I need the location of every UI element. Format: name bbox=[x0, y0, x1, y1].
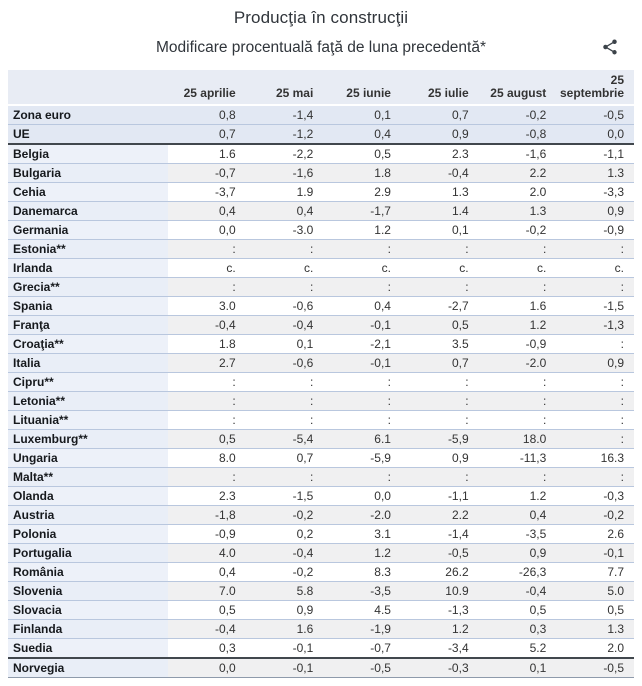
value-cell: 1.2 bbox=[479, 487, 557, 506]
value-cell: 0,1 bbox=[479, 658, 557, 678]
table-row bbox=[8, 525, 634, 544]
row-label: Croaţia** bbox=[8, 335, 168, 354]
value-cell: 1.4 bbox=[401, 202, 479, 221]
value-cell: 5.8 bbox=[246, 582, 324, 601]
column-header: 25 august bbox=[479, 70, 557, 105]
row-label: Finlanda bbox=[8, 620, 168, 639]
value-cell: 2.2 bbox=[479, 164, 557, 183]
value-cell: -0,7 bbox=[323, 639, 401, 659]
value-cell: -3,5 bbox=[479, 525, 557, 544]
value-cell: : bbox=[556, 373, 634, 392]
value-cell: 0,5 bbox=[401, 316, 479, 335]
table-row bbox=[8, 544, 634, 563]
value-cell: 0,9 bbox=[479, 544, 557, 563]
row-label: Grecia** bbox=[8, 278, 168, 297]
value-cell: : bbox=[479, 468, 557, 487]
value-cell: -3,5 bbox=[323, 582, 401, 601]
value-cell: 3.0 bbox=[168, 297, 246, 316]
table-row bbox=[8, 278, 634, 297]
value-cell: : bbox=[556, 411, 634, 430]
value-cell: -1,2 bbox=[246, 125, 324, 145]
value-cell: -0,4 bbox=[168, 620, 246, 639]
value-cell: -0,2 bbox=[246, 506, 324, 525]
value-cell: -2,7 bbox=[401, 297, 479, 316]
table-row bbox=[8, 487, 634, 506]
table-row bbox=[8, 354, 634, 373]
value-cell: 2.9 bbox=[323, 183, 401, 202]
value-cell: 0,7 bbox=[401, 105, 479, 125]
value-cell: : bbox=[401, 468, 479, 487]
table-header-row bbox=[8, 70, 634, 105]
value-cell: : bbox=[246, 240, 324, 259]
table-row bbox=[8, 430, 634, 449]
value-cell: : bbox=[556, 335, 634, 354]
table-row bbox=[8, 259, 634, 278]
table-row bbox=[8, 563, 634, 582]
value-cell: 1.3 bbox=[556, 164, 634, 183]
value-cell: -0,6 bbox=[246, 297, 324, 316]
value-cell: 0,9 bbox=[246, 601, 324, 620]
value-cell: 2.2 bbox=[401, 506, 479, 525]
value-cell: 0,4 bbox=[323, 125, 401, 145]
page-subtitle: Modificare procentuală faţă de luna precedentă* bbox=[155, 39, 487, 56]
table-row bbox=[8, 240, 634, 259]
value-cell: : bbox=[246, 278, 324, 297]
value-cell: -2,1 bbox=[323, 335, 401, 354]
value-cell: 1.3 bbox=[556, 620, 634, 639]
table-row bbox=[8, 125, 634, 145]
value-cell: c. bbox=[556, 259, 634, 278]
row-label: Irlanda bbox=[8, 259, 168, 278]
value-cell: -3,7 bbox=[168, 183, 246, 202]
share-icon[interactable] bbox=[601, 38, 619, 56]
value-cell: 8.0 bbox=[168, 449, 246, 468]
value-cell: : bbox=[168, 392, 246, 411]
row-label: Letonia** bbox=[8, 392, 168, 411]
value-cell: : bbox=[556, 430, 634, 449]
value-cell: 1.6 bbox=[479, 297, 557, 316]
value-cell: -1,8 bbox=[168, 506, 246, 525]
table-row bbox=[8, 582, 634, 601]
value-cell: -0,9 bbox=[168, 525, 246, 544]
value-cell: 0,9 bbox=[401, 449, 479, 468]
value-cell: -0,1 bbox=[556, 544, 634, 563]
value-cell: : bbox=[323, 411, 401, 430]
value-cell: 16.3 bbox=[556, 449, 634, 468]
value-cell: : bbox=[556, 468, 634, 487]
row-label: Cehia bbox=[8, 183, 168, 202]
value-cell: : bbox=[323, 373, 401, 392]
value-cell: 1.8 bbox=[168, 335, 246, 354]
table-row bbox=[8, 411, 634, 430]
value-cell: c. bbox=[168, 259, 246, 278]
value-cell: : bbox=[323, 392, 401, 411]
table-row bbox=[8, 392, 634, 411]
value-cell: : bbox=[401, 278, 479, 297]
value-cell: : bbox=[168, 278, 246, 297]
value-cell: 2.3 bbox=[401, 144, 479, 164]
value-cell: 5.2 bbox=[479, 639, 557, 659]
value-cell: 7.0 bbox=[168, 582, 246, 601]
table-row bbox=[8, 449, 634, 468]
row-label: Bulgaria bbox=[8, 164, 168, 183]
table-row bbox=[8, 639, 634, 659]
value-cell: 1.2 bbox=[323, 544, 401, 563]
value-cell: -1,5 bbox=[556, 297, 634, 316]
table-row bbox=[8, 658, 634, 678]
value-cell: : bbox=[246, 468, 324, 487]
value-cell: c. bbox=[401, 259, 479, 278]
row-label: Cipru** bbox=[8, 373, 168, 392]
value-cell: -0,1 bbox=[323, 354, 401, 373]
value-cell: 1.3 bbox=[479, 202, 557, 221]
value-cell: -5,9 bbox=[401, 430, 479, 449]
value-cell: 0,9 bbox=[556, 202, 634, 221]
value-cell: 0,3 bbox=[479, 620, 557, 639]
value-cell: 0,3 bbox=[168, 639, 246, 659]
row-label: Malta** bbox=[8, 468, 168, 487]
row-label: Portugalia bbox=[8, 544, 168, 563]
value-cell: -0,2 bbox=[556, 506, 634, 525]
value-cell: -1,6 bbox=[479, 144, 557, 164]
value-cell: -5,4 bbox=[246, 430, 324, 449]
column-header: 25 iunie bbox=[323, 70, 401, 105]
value-cell: 0,9 bbox=[556, 354, 634, 373]
column-header: 25 iulie bbox=[401, 70, 479, 105]
corner-cell bbox=[8, 70, 168, 105]
value-cell: 0,5 bbox=[556, 601, 634, 620]
value-cell: -1,3 bbox=[556, 316, 634, 335]
table-row bbox=[8, 164, 634, 183]
row-label: Spania bbox=[8, 297, 168, 316]
row-label: Germania bbox=[8, 221, 168, 240]
value-cell: -0,4 bbox=[246, 544, 324, 563]
value-cell: : bbox=[556, 392, 634, 411]
value-cell: 0,7 bbox=[246, 449, 324, 468]
value-cell: -1,1 bbox=[401, 487, 479, 506]
value-cell: -0,2 bbox=[479, 221, 557, 240]
value-cell: 3.1 bbox=[323, 525, 401, 544]
value-cell: 2.0 bbox=[556, 639, 634, 659]
row-label: România bbox=[8, 563, 168, 582]
value-cell: 1.2 bbox=[323, 221, 401, 240]
value-cell: 0,5 bbox=[323, 144, 401, 164]
value-cell: -0,7 bbox=[168, 164, 246, 183]
value-cell: -1,5 bbox=[246, 487, 324, 506]
value-cell: 1.6 bbox=[246, 620, 324, 639]
value-cell: 3.5 bbox=[401, 335, 479, 354]
value-cell: -0,4 bbox=[246, 316, 324, 335]
value-cell: 0,4 bbox=[323, 297, 401, 316]
value-cell: 1.9 bbox=[246, 183, 324, 202]
value-cell: 18.0 bbox=[479, 430, 557, 449]
table-row bbox=[8, 105, 634, 125]
table-row bbox=[8, 202, 634, 221]
value-cell: 0,1 bbox=[401, 221, 479, 240]
value-cell: 4.0 bbox=[168, 544, 246, 563]
row-label: Belgia bbox=[8, 144, 168, 164]
value-cell: 0,0 bbox=[168, 658, 246, 678]
table-row bbox=[8, 221, 634, 240]
table-row bbox=[8, 373, 634, 392]
value-cell: 0,4 bbox=[168, 563, 246, 582]
value-cell: : bbox=[401, 373, 479, 392]
value-cell: -2.0 bbox=[479, 354, 557, 373]
value-cell: -0,5 bbox=[556, 105, 634, 125]
table-row bbox=[8, 144, 634, 164]
value-cell: -3.0 bbox=[246, 221, 324, 240]
value-cell: 0,2 bbox=[246, 525, 324, 544]
value-cell: 26.2 bbox=[401, 563, 479, 582]
table-row bbox=[8, 335, 634, 354]
value-cell: : bbox=[246, 392, 324, 411]
value-cell: : bbox=[246, 411, 324, 430]
value-cell: -2,2 bbox=[246, 144, 324, 164]
value-cell: : bbox=[556, 240, 634, 259]
value-cell: 5.0 bbox=[556, 582, 634, 601]
value-cell: -1,1 bbox=[556, 144, 634, 164]
table-row bbox=[8, 316, 634, 335]
value-cell: -11,3 bbox=[479, 449, 557, 468]
value-cell: : bbox=[556, 278, 634, 297]
value-cell: 8.3 bbox=[323, 563, 401, 582]
value-cell: : bbox=[479, 392, 557, 411]
value-cell: : bbox=[168, 373, 246, 392]
row-label: Italia bbox=[8, 354, 168, 373]
value-cell: -1,9 bbox=[323, 620, 401, 639]
value-cell: : bbox=[323, 278, 401, 297]
value-cell: 2.0 bbox=[479, 183, 557, 202]
value-cell: -0,8 bbox=[479, 125, 557, 145]
value-cell: -0,1 bbox=[246, 639, 324, 659]
value-cell: 2.7 bbox=[168, 354, 246, 373]
value-cell: 1.8 bbox=[323, 164, 401, 183]
value-cell: : bbox=[479, 373, 557, 392]
column-header: 25 septembrie bbox=[556, 70, 634, 105]
value-cell: -1,6 bbox=[246, 164, 324, 183]
value-cell: 0,7 bbox=[168, 125, 246, 145]
value-cell: 1.2 bbox=[479, 316, 557, 335]
value-cell: : bbox=[323, 468, 401, 487]
value-cell: : bbox=[479, 278, 557, 297]
value-cell: -1,4 bbox=[246, 105, 324, 125]
row-label: UE bbox=[8, 125, 168, 145]
row-label: Suedia bbox=[8, 639, 168, 659]
value-cell: : bbox=[401, 392, 479, 411]
value-cell: 0,1 bbox=[246, 335, 324, 354]
value-cell: : bbox=[479, 411, 557, 430]
value-cell: : bbox=[401, 411, 479, 430]
value-cell: 0,7 bbox=[401, 354, 479, 373]
row-label: Estonia** bbox=[8, 240, 168, 259]
value-cell: -0,2 bbox=[479, 105, 557, 125]
value-cell: -1,4 bbox=[401, 525, 479, 544]
table-row bbox=[8, 297, 634, 316]
value-cell: -0,4 bbox=[401, 164, 479, 183]
value-cell: -0,3 bbox=[556, 487, 634, 506]
value-cell: : bbox=[401, 240, 479, 259]
statistics-widget bbox=[0, 8, 642, 678]
value-cell: : bbox=[168, 411, 246, 430]
value-cell: 0,5 bbox=[168, 601, 246, 620]
value-cell: -0,6 bbox=[246, 354, 324, 373]
value-cell: -3,4 bbox=[401, 639, 479, 659]
table-row bbox=[8, 506, 634, 525]
value-cell: -0,9 bbox=[556, 221, 634, 240]
value-cell: 7.7 bbox=[556, 563, 634, 582]
table-row bbox=[8, 468, 634, 487]
value-cell: -0,3 bbox=[401, 658, 479, 678]
column-header: 25 aprilie bbox=[168, 70, 246, 105]
row-label: Lituania** bbox=[8, 411, 168, 430]
value-cell: 0,5 bbox=[168, 430, 246, 449]
row-label: Norvegia bbox=[8, 658, 168, 678]
row-label: Slovacia bbox=[8, 601, 168, 620]
value-cell: 2.3 bbox=[168, 487, 246, 506]
table-header bbox=[8, 70, 634, 105]
value-cell: -26,3 bbox=[479, 563, 557, 582]
row-label: Olanda bbox=[8, 487, 168, 506]
value-cell: 4.5 bbox=[323, 601, 401, 620]
row-label: Zona euro bbox=[8, 105, 168, 125]
value-cell: 2.6 bbox=[556, 525, 634, 544]
value-cell: 6.1 bbox=[323, 430, 401, 449]
value-cell: : bbox=[168, 468, 246, 487]
value-cell: 0,1 bbox=[323, 105, 401, 125]
value-cell: 0,4 bbox=[479, 506, 557, 525]
row-label: Polonia bbox=[8, 525, 168, 544]
row-label: Slovenia bbox=[8, 582, 168, 601]
value-cell: -1,3 bbox=[401, 601, 479, 620]
table-row bbox=[8, 183, 634, 202]
value-cell: 0,4 bbox=[168, 202, 246, 221]
row-label: Austria bbox=[8, 506, 168, 525]
value-cell: -0,1 bbox=[246, 658, 324, 678]
value-cell: 10.9 bbox=[401, 582, 479, 601]
value-cell: : bbox=[479, 240, 557, 259]
value-cell: -0,4 bbox=[479, 582, 557, 601]
data-table bbox=[8, 70, 634, 678]
value-cell: 1.2 bbox=[401, 620, 479, 639]
value-cell: -3,3 bbox=[556, 183, 634, 202]
value-cell: 0,0 bbox=[168, 221, 246, 240]
value-cell: c. bbox=[246, 259, 324, 278]
value-cell: -0,4 bbox=[168, 316, 246, 335]
value-cell: -0,9 bbox=[479, 335, 557, 354]
value-cell: 1.3 bbox=[401, 183, 479, 202]
value-cell: -1,7 bbox=[323, 202, 401, 221]
value-cell: 0,5 bbox=[479, 601, 557, 620]
value-cell: -0,1 bbox=[323, 316, 401, 335]
row-label: Danemarca bbox=[8, 202, 168, 221]
value-cell: 0,0 bbox=[323, 487, 401, 506]
page-title: Producţia în construcţii bbox=[233, 8, 409, 27]
value-cell: -0,5 bbox=[323, 658, 401, 678]
value-cell: 0,8 bbox=[168, 105, 246, 125]
row-label: Ungaria bbox=[8, 449, 168, 468]
table-row bbox=[8, 601, 634, 620]
subtitle-row bbox=[0, 38, 642, 57]
value-cell: 0,9 bbox=[401, 125, 479, 145]
row-label: Franţa bbox=[8, 316, 168, 335]
value-cell: c. bbox=[323, 259, 401, 278]
value-cell: -0,2 bbox=[246, 563, 324, 582]
value-cell: 0,4 bbox=[246, 202, 324, 221]
value-cell: : bbox=[246, 373, 324, 392]
table-row bbox=[8, 620, 634, 639]
value-cell: -2.0 bbox=[323, 506, 401, 525]
value-cell: -0,5 bbox=[401, 544, 479, 563]
value-cell: 1.6 bbox=[168, 144, 246, 164]
value-cell: c. bbox=[479, 259, 557, 278]
column-header: 25 mai bbox=[246, 70, 324, 105]
value-cell: : bbox=[168, 240, 246, 259]
value-cell: : bbox=[323, 240, 401, 259]
value-cell: -0,5 bbox=[556, 658, 634, 678]
value-cell: -5,9 bbox=[323, 449, 401, 468]
value-cell: 0,0 bbox=[556, 125, 634, 145]
row-label: Luxemburg** bbox=[8, 430, 168, 449]
